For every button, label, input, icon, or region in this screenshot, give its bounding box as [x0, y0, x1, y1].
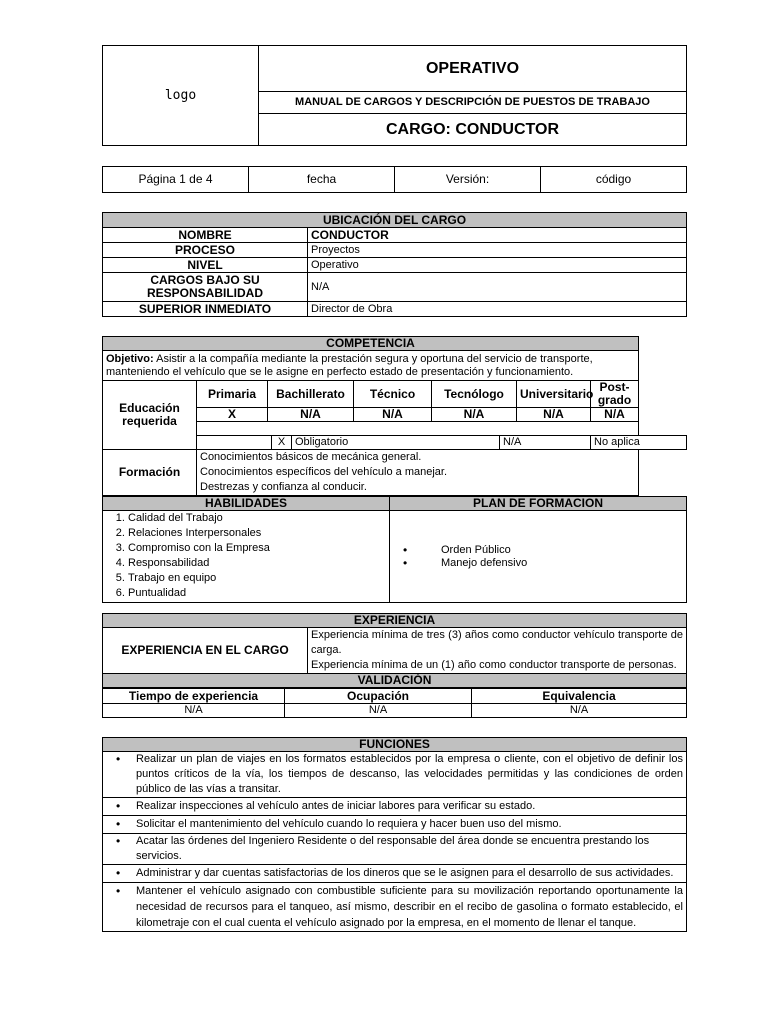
- edu-header: Técnico: [354, 381, 432, 408]
- document-header: [102, 45, 687, 146]
- funciones-section: [102, 737, 687, 932]
- formacion-item: Conocimientos básicos de mecánica general.: [200, 451, 422, 463]
- plan-title: PLAN DE FORMACION: [390, 497, 687, 511]
- page-number: Página 1 de 4: [103, 167, 249, 193]
- validacion-title: VALIDACIÓN: [103, 674, 687, 688]
- habilidades-title: HABILIDADES: [103, 497, 390, 511]
- funcion-text: Realizar inspecciones al vehículo antes de iniciar labores para verificar su estado.: [136, 800, 536, 812]
- habilidades-list: [103, 511, 390, 603]
- edu-header: Bachillerato: [268, 381, 354, 408]
- experiencia-line: Experiencia mínima de un (1) año como conductor transporte de personas.: [311, 659, 677, 671]
- edu-header: Primaria: [197, 381, 268, 408]
- document-meta: [102, 166, 687, 193]
- plan-item-text: Orden Público: [441, 543, 511, 556]
- funcion-text: Realizar un plan de viajes en los formatos establecidos por la empresa o cliente, con el objetivo de definir los puntos críticos de la vía, los tiempos de descanso, las velocidades permitidas y las condiciones de orden público de las vías a transitar.: [136, 753, 683, 795]
- funcion-text: Mantener el vehículo asignado con combustible suficiente para su movilización reportando oportunamente la necesidad de recursos para el tanqueo, así mismo, describir en el recibo de gasolina o formato establecido, el kilometraje con el cual cuenta el vehículo asignado por la empresa, en el momento de llenar el tanque.: [136, 885, 683, 929]
- funcion-item: [103, 798, 687, 816]
- obligatorio-label: Obligatorio: [292, 436, 500, 450]
- edu-value: X: [197, 408, 268, 422]
- edu-value: N/A: [268, 408, 354, 422]
- funcion-text: Solicitar el mantenimiento del vehículo cuando lo requiera y hacer buen uso del mismo.: [136, 818, 562, 830]
- row-value: N/A: [308, 273, 687, 302]
- funcion-item: [103, 834, 687, 865]
- row-value: Director de Obra: [308, 302, 687, 317]
- row-value: CONDUCTOR: [308, 228, 687, 243]
- funcion-item: [103, 865, 687, 883]
- list-item: 3. Compromiso con la Empresa: [128, 541, 386, 556]
- row-label: NIVEL: [103, 258, 308, 273]
- row-label: NOMBRE: [103, 228, 308, 243]
- edu-value: N/A: [591, 408, 639, 422]
- list-item: 6. Puntualidad: [128, 586, 386, 601]
- validacion-value: N/A: [472, 704, 687, 718]
- row-label: PROCESO: [103, 243, 308, 258]
- formacion-label: Formación: [103, 450, 197, 496]
- row-label: CARGOS BAJO SU RESPONSABILIDAD: [103, 273, 308, 302]
- formacion-list: [197, 450, 639, 496]
- formacion-item: Destrezas y confianza al conducir.: [200, 481, 367, 493]
- objetivo-body: Asistir a la compañía mediante la prestación segura y oportuna del servicio de transporte, manteniendo el vehículo que se le asigne en perfecto estado de presentación y funcionamiento.: [106, 352, 593, 378]
- validacion-header: Ocupación: [285, 689, 472, 704]
- plan-item-text: Manejo defensivo: [441, 556, 528, 569]
- experiencia-line: Experiencia mínima de tres (3) años como conductor vehículo transporte de carga.: [311, 629, 683, 656]
- document-title: OPERATIVO: [259, 46, 687, 92]
- validacion-header: Equivalencia: [472, 689, 687, 704]
- list-item: [393, 544, 683, 557]
- row-label: SUPERIOR INMEDIATO: [103, 302, 308, 317]
- noaplica-label: No aplica: [591, 436, 687, 450]
- educacion-label: Educación requerida: [103, 381, 197, 450]
- list-item: [393, 557, 683, 570]
- row-value: Operativo: [308, 258, 687, 273]
- spacer-row: [197, 422, 639, 436]
- obligatorio-mark: X: [272, 436, 292, 450]
- ubicacion-title: UBICACIÓN DEL CARGO: [103, 213, 687, 228]
- list-item: 4. Responsabilidad: [128, 556, 386, 571]
- validacion-header: Tiempo de experiencia: [103, 689, 285, 704]
- logo-placeholder: logo: [103, 46, 259, 146]
- date-field: fecha: [249, 167, 395, 193]
- edu-value: N/A: [517, 408, 591, 422]
- row-value: Proyectos: [308, 243, 687, 258]
- funcion-text: Acatar las órdenes del Ingeniero Residente o del responsable del área donde se encuentra prestando los servicios.: [136, 835, 650, 862]
- code-field: código: [541, 167, 687, 193]
- experiencia-title: EXPERIENCIA: [103, 614, 687, 628]
- ubicacion-section: [102, 212, 687, 317]
- validacion-value: N/A: [285, 704, 472, 718]
- funciones-title: FUNCIONES: [103, 738, 687, 752]
- edu-header: Universitario: [517, 381, 591, 408]
- funcion-item: [103, 883, 687, 932]
- edu-header: Tecnólogo: [432, 381, 517, 408]
- edu-value: N/A: [354, 408, 432, 422]
- document-subtitle: MANUAL DE CARGOS Y DESCRIPCIÓN DE PUESTOS DE TRABAJO: [259, 92, 687, 114]
- experiencia-label: EXPERIENCIA EN EL CARGO: [103, 628, 308, 674]
- funcion-item: [103, 816, 687, 834]
- noaplica-mark: N/A: [500, 436, 591, 450]
- validacion-value: N/A: [103, 704, 285, 718]
- competencia-section: [102, 336, 687, 603]
- formacion-item: Conocimientos específicos del vehículo a manejar.: [200, 466, 448, 478]
- list-item: 2. Relaciones Interpersonales: [128, 526, 386, 541]
- version-field: Versión:: [395, 167, 541, 193]
- list-item: 5. Trabajo en equipo: [128, 571, 386, 586]
- experiencia-text: [308, 628, 687, 674]
- experiencia-section: [102, 613, 687, 718]
- plan-list: [390, 511, 687, 603]
- funcion-text: Administrar y dar cuentas satisfactorias de los dineros que se le asignen para el desarrollo de sus actividades.: [136, 867, 674, 879]
- cargo-title: CARGO: CONDUCTOR: [259, 114, 687, 146]
- competencia-title: COMPETENCIA: [103, 337, 639, 351]
- objetivo-text: [103, 351, 639, 381]
- edu-value: N/A: [432, 408, 517, 422]
- objetivo-label: Objetivo:: [106, 352, 154, 365]
- list-item: 1. Calidad del Trabajo: [128, 511, 386, 526]
- funcion-item: [103, 752, 687, 798]
- edu-header: Post-grado: [591, 381, 639, 408]
- legend-blank: [197, 436, 272, 450]
